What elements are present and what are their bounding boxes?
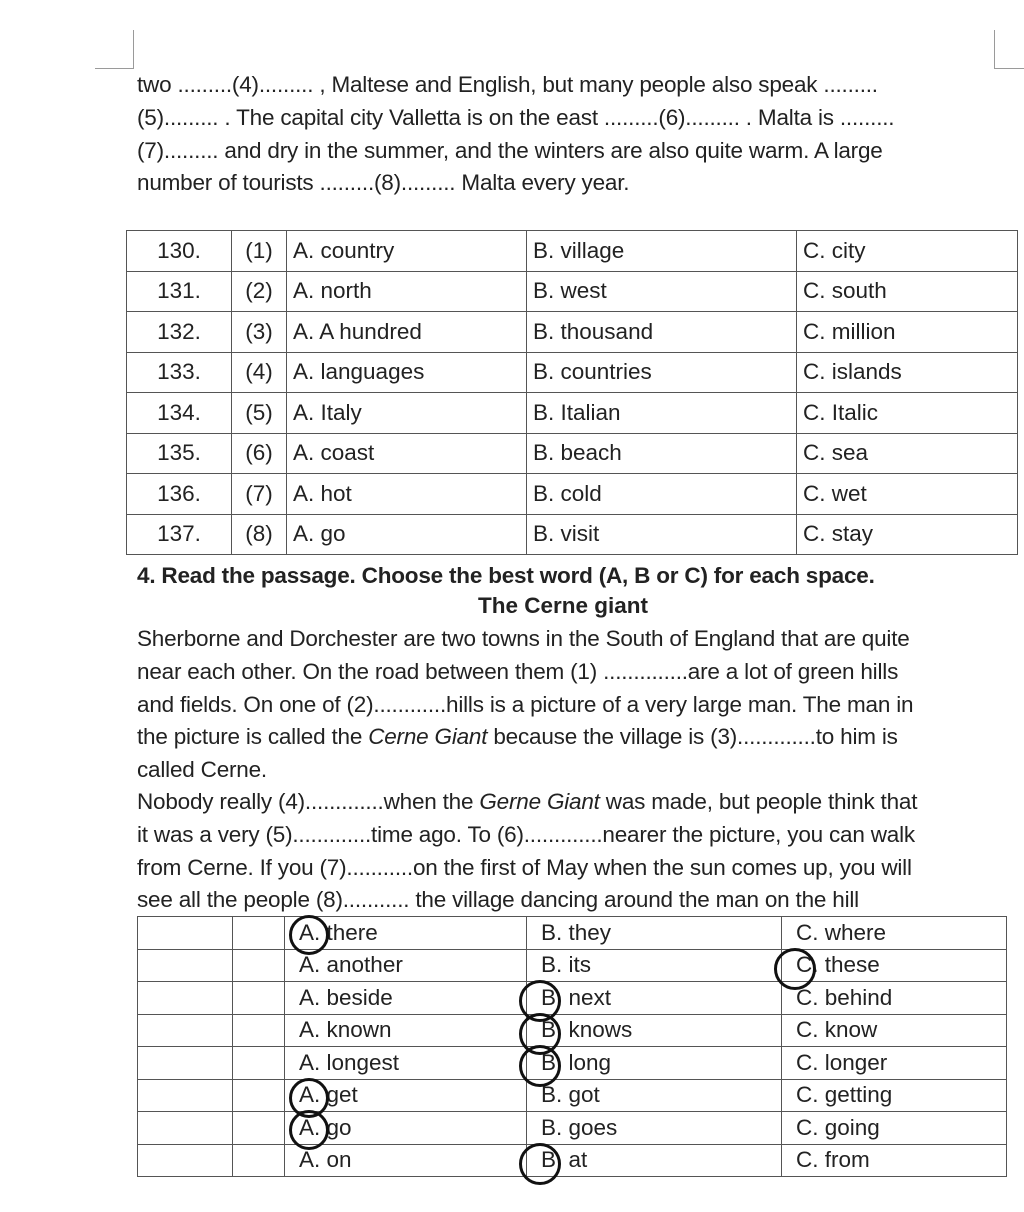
blank-reference: (2) [232,271,287,312]
option-a: A. Italy [287,393,527,434]
option-c: C. wet [797,474,1018,515]
option-text: B. goes [541,1114,618,1140]
option-a: A. languages [287,352,527,393]
passage-paragraph-1 [137,623,997,787]
page-corner-mark-left [95,30,134,69]
option-text: C. where [796,919,887,945]
passage-line: near each other. On the road between them (1) ..............are a lot of green hills [137,658,899,684]
option-a: A. go [287,514,527,555]
option-c[interactable] [782,1079,1007,1112]
passage-italic-text: Gerne Giant [479,789,600,814]
blank-reference: (4) [232,352,287,393]
empty-cell [233,1047,285,1080]
option-a[interactable] [285,949,527,982]
intro-line: two .........(4)......... , Maltese and English, but many people also speak ......... [137,72,878,97]
option-text: B. knows [541,1017,633,1043]
option-c: C. million [797,312,1018,353]
option-text: C. these [796,952,880,978]
question-number: 137. [127,514,232,555]
option-text: C. longer [796,1049,888,1075]
passage-line: it was a very (5).............time ago. To (6).............nearer the picture, you can walk [137,821,915,847]
option-text: C. getting [796,1082,893,1108]
empty-cell [233,917,285,950]
table-row [127,312,1018,353]
option-text: B. long [541,1049,612,1075]
passage-line: see all the people (8)........... the village dancing around the man on the hill [137,887,859,913]
option-text: A. get [299,1082,358,1108]
passage-italic-text: Cerne Giant [368,724,488,750]
question-number: 136. [127,474,232,515]
option-text: A. known [299,1017,392,1043]
option-text: B. next [541,984,612,1010]
option-c[interactable] [782,949,1007,982]
option-b[interactable] [527,1079,782,1112]
table-row [138,1112,1007,1145]
table-row [138,1079,1007,1112]
question-number: 134. [127,393,232,434]
question-number: 130. [127,231,232,272]
option-b: B. thousand [527,312,797,353]
option-text: B. they [541,919,612,945]
option-a: A. north [287,271,527,312]
option-c[interactable] [782,1112,1007,1145]
option-a[interactable] [285,1112,527,1145]
empty-cell [233,949,285,982]
table-row [127,474,1018,515]
empty-cell [138,949,233,982]
blank-reference: (6) [232,433,287,474]
intro-line: (5)......... . The capital city Valletta is on the east .........(6)......... . Malta is ......... [137,104,895,130]
passage-line: called Cerne. [137,757,267,783]
option-a[interactable] [285,1047,527,1080]
page-corner-mark-right [994,30,1024,69]
blank-reference: (1) [232,231,287,272]
option-c: C. Italic [797,393,1018,434]
table-row [127,352,1018,393]
passage-line [137,786,997,819]
passage-line: Sherborne and Dorchester are two towns in the South of England that are quite [137,626,910,651]
empty-cell [233,1112,285,1145]
intro-passage [137,69,997,200]
option-c: C. city [797,231,1018,272]
table-row [138,1144,1007,1177]
option-b[interactable] [527,949,782,982]
empty-cell [138,982,233,1015]
option-text: C. know [796,1017,878,1043]
table-row [138,982,1007,1015]
option-text: A. beside [299,984,393,1010]
option-text: B. got [541,1082,600,1108]
table-row [138,949,1007,982]
empty-cell [138,1047,233,1080]
option-c: C. stay [797,514,1018,555]
intro-line: (7)......... and dry in the summer, and the winters are also quite warm. A large [137,137,883,163]
empty-cell [233,1014,285,1047]
table-row [127,514,1018,555]
blank-reference: (3) [232,312,287,353]
option-c: C. south [797,271,1018,312]
option-b[interactable] [527,917,782,950]
option-a: A. hot [287,474,527,515]
option-text: A. another [299,952,403,978]
blank-reference: (7) [232,474,287,515]
intro-line: number of tourists .........(8)......... Malta every year. [137,170,630,196]
option-b[interactable] [527,1014,782,1047]
option-a[interactable] [285,1014,527,1047]
option-text: A. there [299,919,378,945]
option-b: B. visit [527,514,797,555]
empty-cell [138,917,233,950]
option-c[interactable] [782,917,1007,950]
empty-cell [233,1079,285,1112]
option-b: B. cold [527,474,797,515]
passage-line: from Cerne. If you (7)...........on the first of May when the sun comes up, you will [137,854,912,880]
option-text: A. on [299,1147,352,1173]
option-b: B. Italian [527,393,797,434]
instruction-text: 4. Read the passage. Choose the best word (A, B or C) for each space. [137,563,875,588]
empty-cell [138,1112,233,1145]
passage-line: and fields. On one of (2)............hills is a picture of a very large man. The man in [137,691,914,717]
option-b: B. village [527,231,797,272]
option-a: A. country [287,231,527,272]
option-a[interactable] [285,917,527,950]
answer-table-cerne-giant [137,916,1007,1177]
option-b[interactable] [527,982,782,1015]
option-text: C. from [796,1147,870,1173]
passage-text: the picture is called the [137,724,369,750]
table-row [138,1047,1007,1080]
empty-cell [233,982,285,1015]
question-number: 135. [127,433,232,474]
passage-text: was made, but people think that [599,789,918,814]
option-b: B. beach [527,433,797,474]
option-c[interactable] [782,1144,1007,1177]
table-row [127,393,1018,434]
table-row [138,1014,1007,1047]
option-c: C. sea [797,433,1018,474]
option-text: C. going [796,1114,880,1140]
passage-title: The Cerne giant [477,593,649,618]
option-text: A. longest [299,1049,400,1075]
option-text: B. its [541,952,592,978]
option-text: C. behind [796,984,893,1010]
empty-cell [138,1014,233,1047]
option-a[interactable] [285,1079,527,1112]
option-a[interactable] [285,1144,527,1177]
table-row [127,231,1018,272]
option-text: A. go [299,1114,352,1140]
empty-cell [138,1079,233,1112]
option-c[interactable] [782,982,1007,1015]
empty-cell [233,1144,285,1177]
table-row [127,433,1018,474]
passage-text: Nobody really (4).............when the [137,789,480,814]
option-c[interactable] [782,1014,1007,1047]
question-number: 132. [127,312,232,353]
option-b[interactable] [527,1047,782,1080]
option-b: B. west [527,271,797,312]
option-b[interactable] [527,1112,782,1145]
passage-paragraph-2 [137,786,997,917]
option-text: B. at [541,1147,588,1173]
option-a: A. A hundred [287,312,527,353]
question-number: 133. [127,352,232,393]
option-b[interactable] [527,1144,782,1177]
answer-table-malta [126,230,1018,555]
question-number: 131. [127,271,232,312]
empty-cell [138,1144,233,1177]
option-c: C. islands [797,352,1018,393]
option-a[interactable] [285,982,527,1015]
table-row [138,917,1007,950]
option-b: B. countries [527,352,797,393]
blank-reference: (8) [232,514,287,555]
passage-line [137,721,997,754]
passage-text: because the village is (3).............to him is [487,724,898,750]
option-a: A. coast [287,433,527,474]
table-row [127,271,1018,312]
option-c[interactable] [782,1047,1007,1080]
blank-reference: (5) [232,393,287,434]
section-4-instruction [137,560,997,593]
